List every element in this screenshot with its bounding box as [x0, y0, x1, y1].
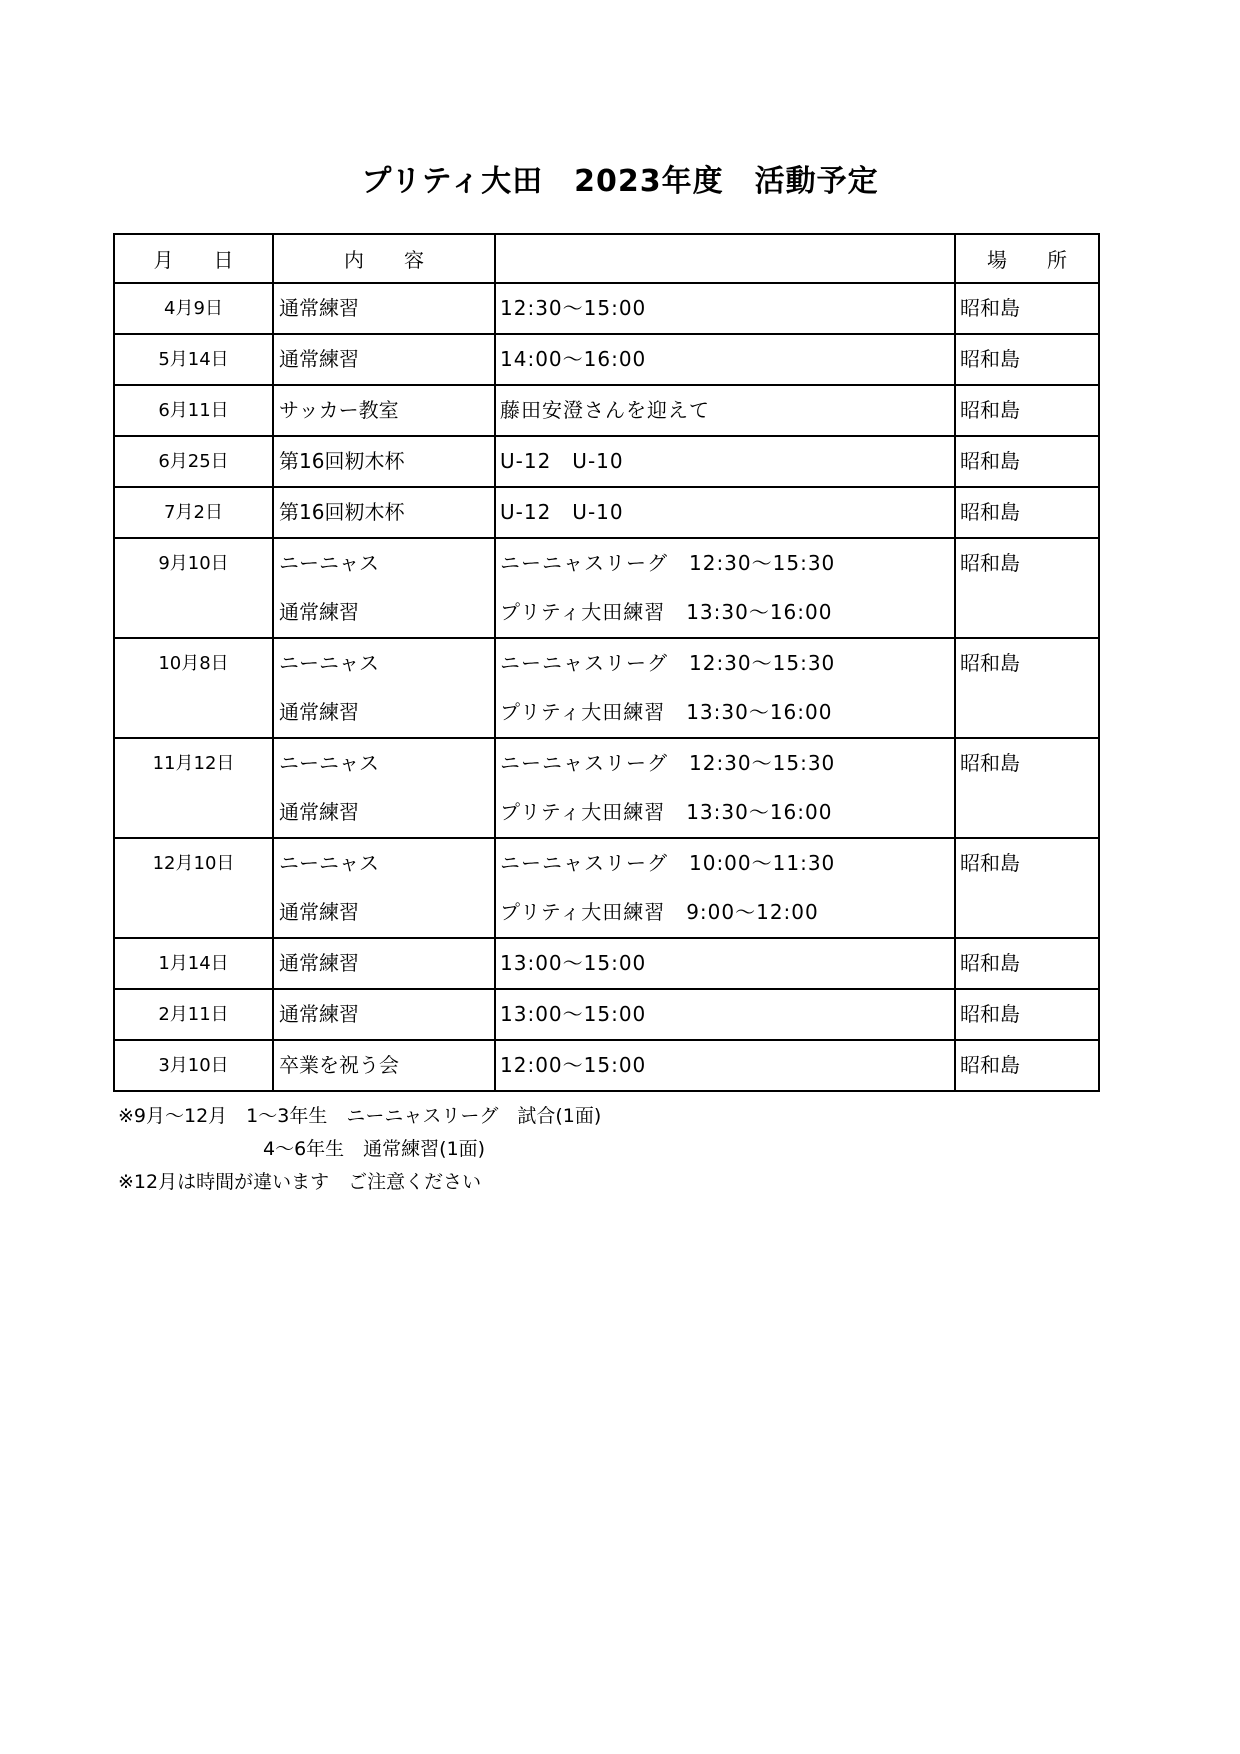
date-cell: [114, 989, 273, 1040]
place-cell: [955, 738, 1099, 838]
date-text: 3月10日: [158, 1055, 229, 1076]
place-text: 昭和島: [960, 1002, 1020, 1026]
content-text: ニーニャス: [279, 751, 379, 775]
content-text: ニーニャス: [279, 851, 379, 875]
detail-text: U-12 U-10: [500, 500, 624, 524]
content-text: 通常練習: [279, 800, 359, 824]
detail-cell: [495, 385, 955, 436]
date-text: 4月9日: [164, 298, 223, 319]
date-text: 7月2日: [164, 502, 223, 523]
schedule-table: [113, 233, 1100, 1092]
place-cell: [955, 538, 1099, 638]
date-cell: [114, 1040, 273, 1091]
detail-text: 12:00～15:00: [500, 1053, 647, 1077]
detail-text: ニーニャスリーグ 12:30～15:30: [500, 751, 836, 775]
table-row: [114, 487, 1099, 538]
content-text: 第16回籾木杯: [279, 449, 405, 473]
table-row: [114, 538, 1099, 638]
date-text: 2月11日: [158, 1004, 229, 1025]
date-cell: [114, 436, 273, 487]
detail-cell: [495, 283, 955, 334]
content-text: 第16回籾木杯: [279, 500, 405, 524]
place-text: 昭和島: [960, 449, 1020, 473]
date-text: 9月10日: [158, 553, 229, 574]
content-text: 通常練習: [279, 951, 359, 975]
place-cell: [955, 487, 1099, 538]
detail-cell: [495, 1040, 955, 1091]
content-cell: [273, 738, 495, 838]
table-row: [114, 385, 1099, 436]
note-line-1: ※9月～12月 1～3年生 ニーニャスリーグ 試合(1面): [118, 1105, 602, 1127]
detail-text: プリティ大田練習 13:30～16:00: [500, 800, 833, 824]
table-row: [114, 738, 1099, 838]
header-date: 月 日: [114, 234, 273, 283]
content-cell: [273, 638, 495, 738]
place-cell: [955, 436, 1099, 487]
date-text: 6月25日: [158, 451, 229, 472]
detail-cell: [495, 738, 955, 838]
content-text: 通常練習: [279, 600, 359, 624]
content-text: 卒業を祝う会: [279, 1053, 399, 1077]
detail-text: 13:00～15:00: [500, 951, 647, 975]
table-row: [114, 436, 1099, 487]
place-cell: [955, 638, 1099, 738]
table-row: [114, 283, 1099, 334]
detail-cell: [495, 538, 955, 638]
place-cell: [955, 385, 1099, 436]
note-line-2: 4～6年生 通常練習(1面): [263, 1138, 486, 1160]
content-cell: [273, 1040, 495, 1091]
date-cell: [114, 838, 273, 938]
content-text: ニーニャス: [279, 651, 379, 675]
place-text: 昭和島: [960, 398, 1020, 422]
content-cell: [273, 283, 495, 334]
detail-cell: [495, 989, 955, 1040]
detail-text: 藤田安澄さんを迎えて: [500, 398, 710, 422]
place-text: 昭和島: [960, 951, 1020, 975]
content-text: 通常練習: [279, 296, 359, 320]
content-cell: [273, 838, 495, 938]
table-row: [114, 334, 1099, 385]
place-text: 昭和島: [960, 296, 1020, 320]
detail-cell: [495, 334, 955, 385]
date-text: 1月14日: [158, 953, 229, 974]
detail-text: 12:30～15:00: [500, 296, 647, 320]
detail-text: 13:00～15:00: [500, 1002, 647, 1026]
date-cell: [114, 385, 273, 436]
place-cell: [955, 1040, 1099, 1091]
content-cell: [273, 385, 495, 436]
content-cell: [273, 989, 495, 1040]
place-text: 昭和島: [960, 347, 1020, 371]
content-text: 通常練習: [279, 1002, 359, 1026]
page-title: プリティ大田 2023年度 活動予定: [361, 164, 879, 199]
date-text: 5月14日: [158, 349, 229, 370]
place-cell: [955, 938, 1099, 989]
detail-cell: [495, 638, 955, 738]
schedule-body: [114, 234, 1099, 1091]
detail-text: プリティ大田練習 9:00～12:00: [500, 900, 819, 924]
date-cell: [114, 638, 273, 738]
content-text: ニーニャス: [279, 551, 379, 575]
header-detail: [495, 234, 955, 283]
date-text: 10月8日: [158, 653, 229, 674]
date-cell: [114, 334, 273, 385]
place-text: 昭和島: [960, 500, 1020, 524]
place-text: 昭和島: [960, 751, 1020, 775]
date-text: 12月10日: [152, 853, 235, 874]
table-row: [114, 938, 1099, 989]
detail-text: プリティ大田練習 13:30～16:00: [500, 700, 833, 724]
content-text: 通常練習: [279, 700, 359, 724]
content-text: 通常練習: [279, 347, 359, 371]
date-cell: [114, 738, 273, 838]
table-row: [114, 1040, 1099, 1091]
detail-cell: [495, 938, 955, 989]
detail-cell: [495, 436, 955, 487]
place-cell: [955, 283, 1099, 334]
place-text: 昭和島: [960, 551, 1020, 575]
detail-text: プリティ大田練習 13:30～16:00: [500, 600, 833, 624]
date-cell: [114, 538, 273, 638]
date-cell: [114, 283, 273, 334]
detail-text: 14:00～16:00: [500, 347, 647, 371]
table-header-row: [114, 234, 1099, 283]
content-cell: [273, 538, 495, 638]
detail-text: U-12 U-10: [500, 449, 624, 473]
place-text: 昭和島: [960, 851, 1020, 875]
content-cell: [273, 436, 495, 487]
content-cell: [273, 334, 495, 385]
date-cell: [114, 487, 273, 538]
content-cell: [273, 938, 495, 989]
header-place: 場 所: [955, 234, 1099, 283]
place-cell: [955, 989, 1099, 1040]
detail-cell: [495, 838, 955, 938]
content-text: 通常練習: [279, 900, 359, 924]
place-text: 昭和島: [960, 651, 1020, 675]
date-cell: [114, 938, 273, 989]
note-line-3: ※12月は時間が違います ご注意ください: [118, 1171, 482, 1193]
place-text: 昭和島: [960, 1053, 1020, 1077]
content-cell: [273, 487, 495, 538]
date-text: 6月11日: [158, 400, 229, 421]
content-text: サッカー教室: [279, 398, 399, 422]
detail-cell: [495, 487, 955, 538]
date-text: 11月12日: [152, 753, 235, 774]
detail-text: ニーニャスリーグ 12:30～15:30: [500, 651, 836, 675]
table-row: [114, 638, 1099, 738]
place-cell: [955, 334, 1099, 385]
header-content: 内 容: [273, 234, 495, 283]
table-row: [114, 989, 1099, 1040]
notes-section: [118, 1100, 601, 1199]
table-row: [114, 838, 1099, 938]
detail-text: ニーニャスリーグ 10:00～11:30: [500, 851, 836, 875]
place-cell: [955, 838, 1099, 938]
detail-text: ニーニャスリーグ 12:30～15:30: [500, 551, 836, 575]
